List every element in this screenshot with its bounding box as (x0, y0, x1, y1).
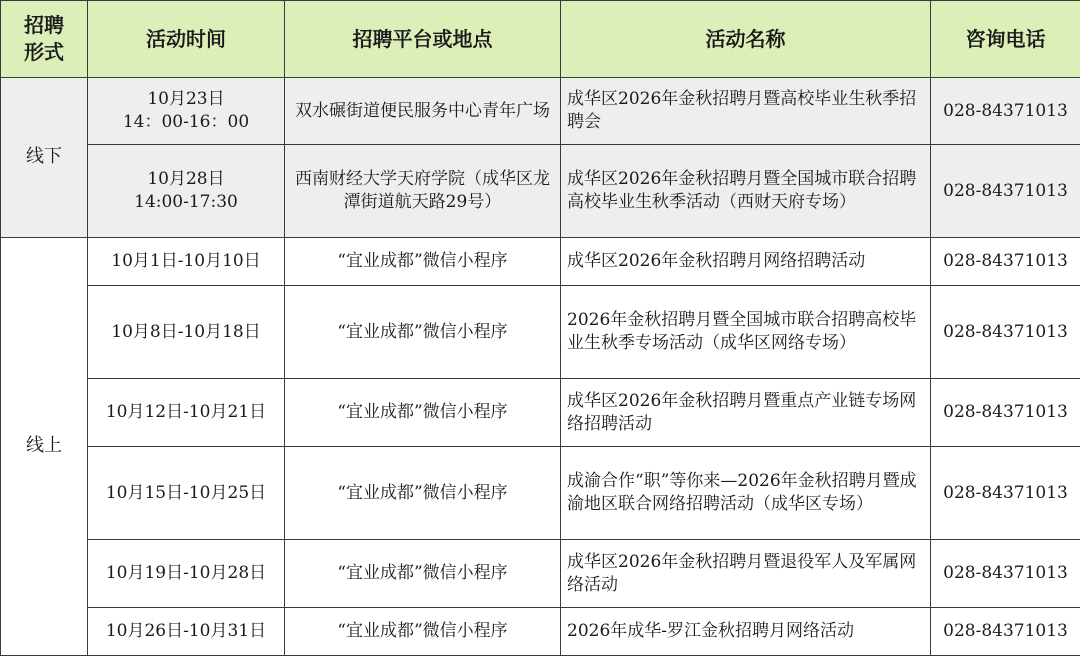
table-row (1, 447, 1080, 540)
row-phone: 028-84371013 (931, 447, 1080, 540)
table-row (1, 238, 1080, 286)
row-place: “宜业成都”微信小程序 (285, 286, 561, 379)
table-row (1, 608, 1080, 656)
row-name: 2026年金秋招聘月暨全国城市联合招聘高校毕业生秋季专场活动（成华区网络专场） (561, 286, 931, 379)
row-phone: 028-84371013 (931, 608, 1080, 656)
row-time: 10月1日-10月10日 (88, 238, 285, 286)
header-time: 活动时间 (88, 1, 285, 78)
table-row (1, 286, 1080, 379)
table-row (1, 78, 1080, 145)
row-time: 10月19日-10月28日 (88, 540, 285, 608)
row-name: 成华区2026年金秋招聘月暨重点产业链专场网络招聘活动 (561, 379, 931, 447)
row-phone: 028-84371013 (931, 145, 1080, 238)
table-row (1, 145, 1080, 238)
group-offline: 线下 (1, 78, 88, 238)
row-phone: 028-84371013 (931, 78, 1080, 145)
header-place: 招聘平台或地点 (285, 1, 561, 78)
header-phone: 咨询电话 (931, 1, 1080, 78)
table-row (1, 540, 1080, 608)
row-name: 成华区2026年金秋招聘月暨全国城市联合招聘高校毕业生秋季活动（西财天府专场） (561, 145, 931, 238)
row-time: 10月8日-10月18日 (88, 286, 285, 379)
row-place: “宜业成都”微信小程序 (285, 608, 561, 656)
row-time: 10月15日-10月25日 (88, 447, 285, 540)
row-place: “宜业成都”微信小程序 (285, 447, 561, 540)
row-time: 10月28日 14:00-17:30 (88, 145, 285, 238)
row-time: 10月23日 14：00-16：00 (88, 78, 285, 145)
group-online: 线上 (1, 238, 88, 656)
row-place: 西南财经大学天府学院（成华区龙潭街道航天路29号） (285, 145, 561, 238)
row-name: 成渝合作“职”等你来—2026年金秋招聘月暨成渝地区联合网络招聘活动（成华区专场） (561, 447, 931, 540)
row-time: 10月26日-10月31日 (88, 608, 285, 656)
row-time: 10月12日-10月21日 (88, 379, 285, 447)
row-name: 成华区2026年金秋招聘月暨退役军人及军属网络活动 (561, 540, 931, 608)
row-phone: 028-84371013 (931, 379, 1080, 447)
row-name: 2026年成华-罗江金秋招聘月网络活动 (561, 608, 931, 656)
row-place: “宜业成都”微信小程序 (285, 379, 561, 447)
row-name: 成华区2026年金秋招聘月网络招聘活动 (561, 238, 931, 286)
row-place: 双水碾街道便民服务中心青年广场 (285, 78, 561, 145)
row-phone: 028-84371013 (931, 540, 1080, 608)
header-row (1, 1, 1080, 78)
row-phone: 028-84371013 (931, 238, 1080, 286)
row-place: “宜业成都”微信小程序 (285, 540, 561, 608)
header-name: 活动名称 (561, 1, 931, 78)
row-phone: 028-84371013 (931, 286, 1080, 379)
row-place: “宜业成都”微信小程序 (285, 238, 561, 286)
table-row (1, 379, 1080, 447)
row-name: 成华区2026年金秋招聘月暨高校毕业生秋季招聘会 (561, 78, 931, 145)
header-type: 招聘 形式 (1, 1, 88, 78)
